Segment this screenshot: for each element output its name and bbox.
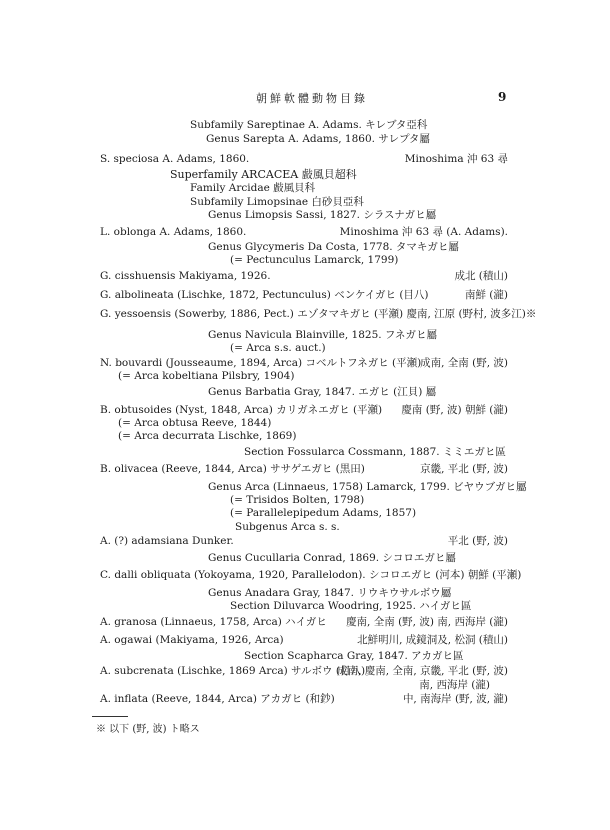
catalog-line: Subgenus Arca s. s. xyxy=(235,521,340,533)
catalog-line: Genus Glycymeris Da Costa, 1778. タマキガヒ屬 xyxy=(208,241,459,253)
catalog-line: Section Fossularca Cossmann, 1887. ミミエガヒ區 xyxy=(244,446,506,458)
footnote: ※ 以下 (野, 波) ト略ス xyxy=(96,724,200,735)
catalog-line: G. cisshuensis Makiyama, 1926. xyxy=(100,270,271,282)
locality-text: 平北 (野, 波) xyxy=(447,535,508,547)
catalog-line: Section Diluvarca Woodring, 1925. ハイガヒ區 xyxy=(230,600,472,612)
catalog-line: L. oblonga A. Adams, 1860. xyxy=(100,226,247,238)
locality-text: 成南, 慶南, 全南, 京畿, 平北 (野, 波) xyxy=(337,665,508,677)
catalog-line: (= Arca obtusa Reeve, 1844) xyxy=(118,417,272,429)
catalog-line: Genus Anadara Gray, 1847. リウキウサルボウ屬 xyxy=(208,587,452,599)
locality-text: 京畿, 平北 (野, 波) xyxy=(420,463,508,475)
catalog-line: B. olivacea (Reeve, 1844, Arca) ササゲエガヒ (黒田) xyxy=(100,463,365,475)
catalog-line: Section Scapharca Gray, 1847. アカガヒ區 xyxy=(244,650,464,662)
catalog-line: (= Pectunculus Lamarck, 1799) xyxy=(230,254,399,266)
catalog-line: (= Parallelepipedum Adams, 1857) xyxy=(230,507,417,519)
catalog-line: (= Arca decurrata Lischke, 1869) xyxy=(118,430,297,442)
catalog-line: A. (?) adamsiana Dunker. xyxy=(100,535,234,547)
catalog-line: Genus Barbatia Gray, 1847. エガヒ (江貝) 屬 xyxy=(208,386,437,398)
locality-text: 成北 (積山) xyxy=(454,270,508,282)
catalog-line: Subfamily Sareptinae A. Adams. キレブタ亞科 xyxy=(190,119,428,131)
catalog-line: Genus Cucullaria Conrad, 1869. シコロエガヒ屬 xyxy=(208,552,456,564)
catalog-line: A. inflata (Reeve, 1844, Arca) アカガヒ (和鈔) xyxy=(100,693,335,705)
catalog-line: Genus Navicula Blainville, 1825. フネガヒ屬 xyxy=(208,329,438,341)
catalog-line: G. yessoensis (Sowerby, 1886, Pect.) エゾタマキガヒ (平瀬) 慶南, 江原 (野村, 波多江)※ xyxy=(100,308,537,320)
running-head: 朝鮮軟體動物目錄 xyxy=(256,92,368,105)
catalog-line: B. obtusoides (Nyst, 1848, Arca) カリガネエガヒ (平瀬) xyxy=(100,404,383,416)
locality-text: 南鮮 (瀧) xyxy=(464,289,508,301)
catalog-line: (= Trisidos Bolten, 1798) xyxy=(230,494,365,506)
catalog-line: G. albolineata (Lischke, 1872, Pectunculus) ベンケイガヒ (目八) xyxy=(100,289,429,301)
locality-text: 慶南 (野, 波) 朝鮮 (瀧) xyxy=(401,404,508,416)
catalog-line: Genus Limopsis Sassi, 1827. シラスナガヒ屬 xyxy=(208,209,437,221)
locality-text: 成南, 全南 (野, 波) xyxy=(420,357,508,369)
catalog-line: Genus Arca (Linnaeus, 1758) Lamarck, 1799. ビヤウブガヒ屬 xyxy=(208,481,527,493)
catalog-line: N. bouvardi (Jousseaume, 1894, Arca) コベルトフネガヒ (平瀬) xyxy=(100,357,422,369)
locality-text: 北鮮明川, 成鏡洞及, 松洞 (積山) xyxy=(357,634,508,646)
footnote-rule xyxy=(92,716,128,717)
catalog-line: A. granosa (Linnaeus, 1758, Arca) ハイガヒ xyxy=(100,616,327,628)
catalog-line: Superfamily ARCACEA 㪥風貝超科 xyxy=(170,168,357,181)
catalog-line: (= Arca kobeltiana Pilsbry, 1904) xyxy=(118,370,295,382)
catalog-line: (= Arca s.s. auct.) xyxy=(230,342,326,354)
locality-text: 南, 西海岸 (瀧) xyxy=(419,679,490,691)
catalog-line: Genus Sarepta A. Adams, 1860. サレプタ屬 xyxy=(206,133,430,145)
locality-text: 中, 南海岸 (野, 波, 瀧) xyxy=(402,693,508,705)
page-number: 9 xyxy=(498,90,507,104)
catalog-line: S. speciosa A. Adams, 1860. xyxy=(100,153,250,165)
catalog-line: Subfamily Limopsinae 白砂貝亞科 xyxy=(190,196,364,208)
catalog-line: A. ogawai (Makiyama, 1926, Arca) xyxy=(100,634,284,646)
catalog-line: A. subcrenata (Lischke, 1869 Arca) サルボウ (目八) xyxy=(100,665,366,677)
locality-text: Minoshima 沖 63 尋 (A. Adams). xyxy=(339,226,508,238)
catalog-line: C. dalli obliquata (Yokoyama, 1920, Parallelodon). シコロエガヒ (河本) 朝鮮 (平瀬) xyxy=(100,569,522,581)
locality-text: 慶南, 全南 (野, 波) 南, 西海岸 (瀧) xyxy=(346,616,508,628)
locality-text: Minoshima 沖 63 尋 xyxy=(404,153,508,165)
catalog-line: Family Arcidae 㪥風貝科 xyxy=(190,182,316,194)
